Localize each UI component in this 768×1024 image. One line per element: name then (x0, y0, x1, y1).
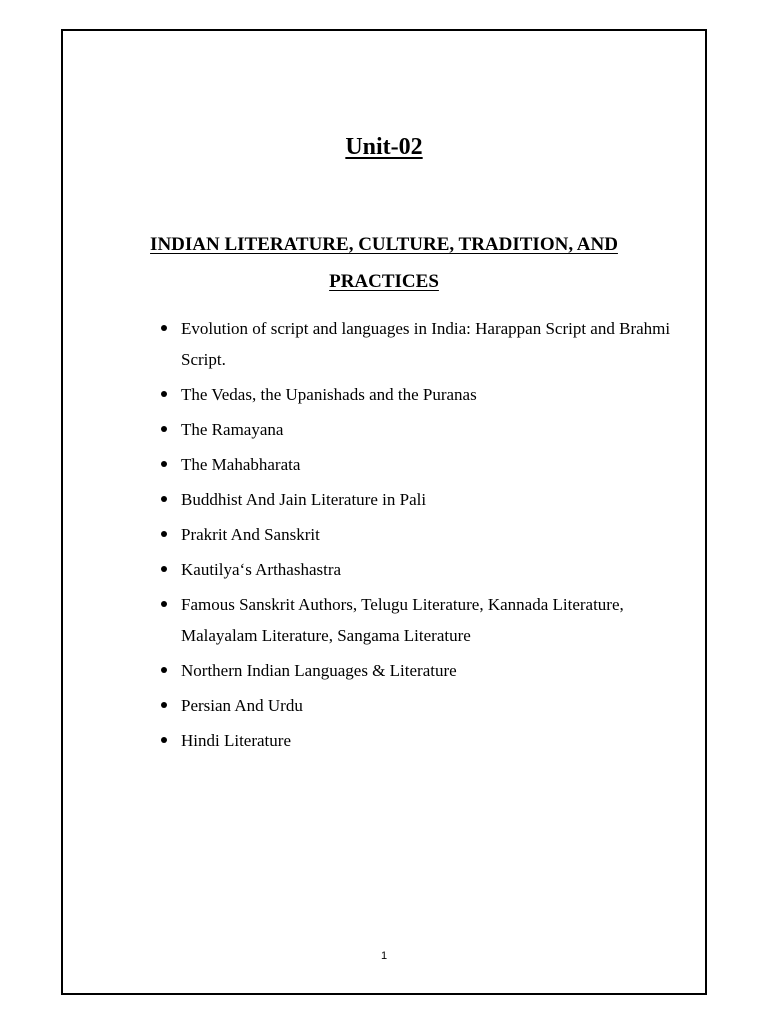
bullet-icon (161, 737, 167, 743)
bullet-icon (161, 566, 167, 572)
section-title (100, 226, 668, 300)
bullet-icon (161, 325, 167, 331)
list-item (160, 313, 680, 375)
section-title-line2: PRACTICES (329, 271, 439, 292)
list-item (160, 484, 680, 515)
topic-text: Famous Sanskrit Authors, Telugu Literature, Kannada Literature, Malayalam Literature, Sangama Literature (181, 595, 624, 645)
list-item (160, 449, 680, 480)
topic-text: The Vedas, the Upanishads and the Puranas (181, 385, 477, 404)
list-item (160, 519, 680, 550)
bullet-icon (161, 426, 167, 432)
bullet-icon (161, 531, 167, 537)
list-item (160, 589, 680, 651)
topic-text: Evolution of script and languages in India: Harappan Script and Brahmi Script. (181, 319, 671, 369)
list-item (160, 554, 680, 585)
page-number: 1 (380, 950, 388, 962)
topic-text: The Mahabharata (181, 455, 301, 474)
list-item (160, 414, 680, 445)
list-item (160, 725, 680, 756)
bullet-icon (161, 461, 167, 467)
topic-text: The Ramayana (181, 420, 284, 439)
unit-title: Unit-02 (345, 134, 423, 160)
topic-text: Buddhist And Jain Literature in Pali (181, 490, 427, 509)
bullet-icon (161, 496, 167, 502)
topic-text: Prakrit And Sanskrit (181, 525, 320, 544)
section-title-line1: INDIAN LITERATURE, CULTURE, TRADITION, AND (150, 234, 618, 255)
bullet-icon (161, 601, 167, 607)
bullet-icon (161, 667, 167, 673)
topic-list (160, 313, 680, 760)
bullet-icon (161, 391, 167, 397)
list-item (160, 655, 680, 686)
list-item (160, 379, 680, 410)
topic-text: Kautilya‘s Arthashastra (181, 560, 342, 579)
list-item (160, 690, 680, 721)
topic-text: Hindi Literature (181, 731, 291, 750)
bullet-icon (161, 702, 167, 708)
topic-text: Northern Indian Languages & Literature (181, 661, 457, 680)
topic-text: Persian And Urdu (181, 696, 303, 715)
